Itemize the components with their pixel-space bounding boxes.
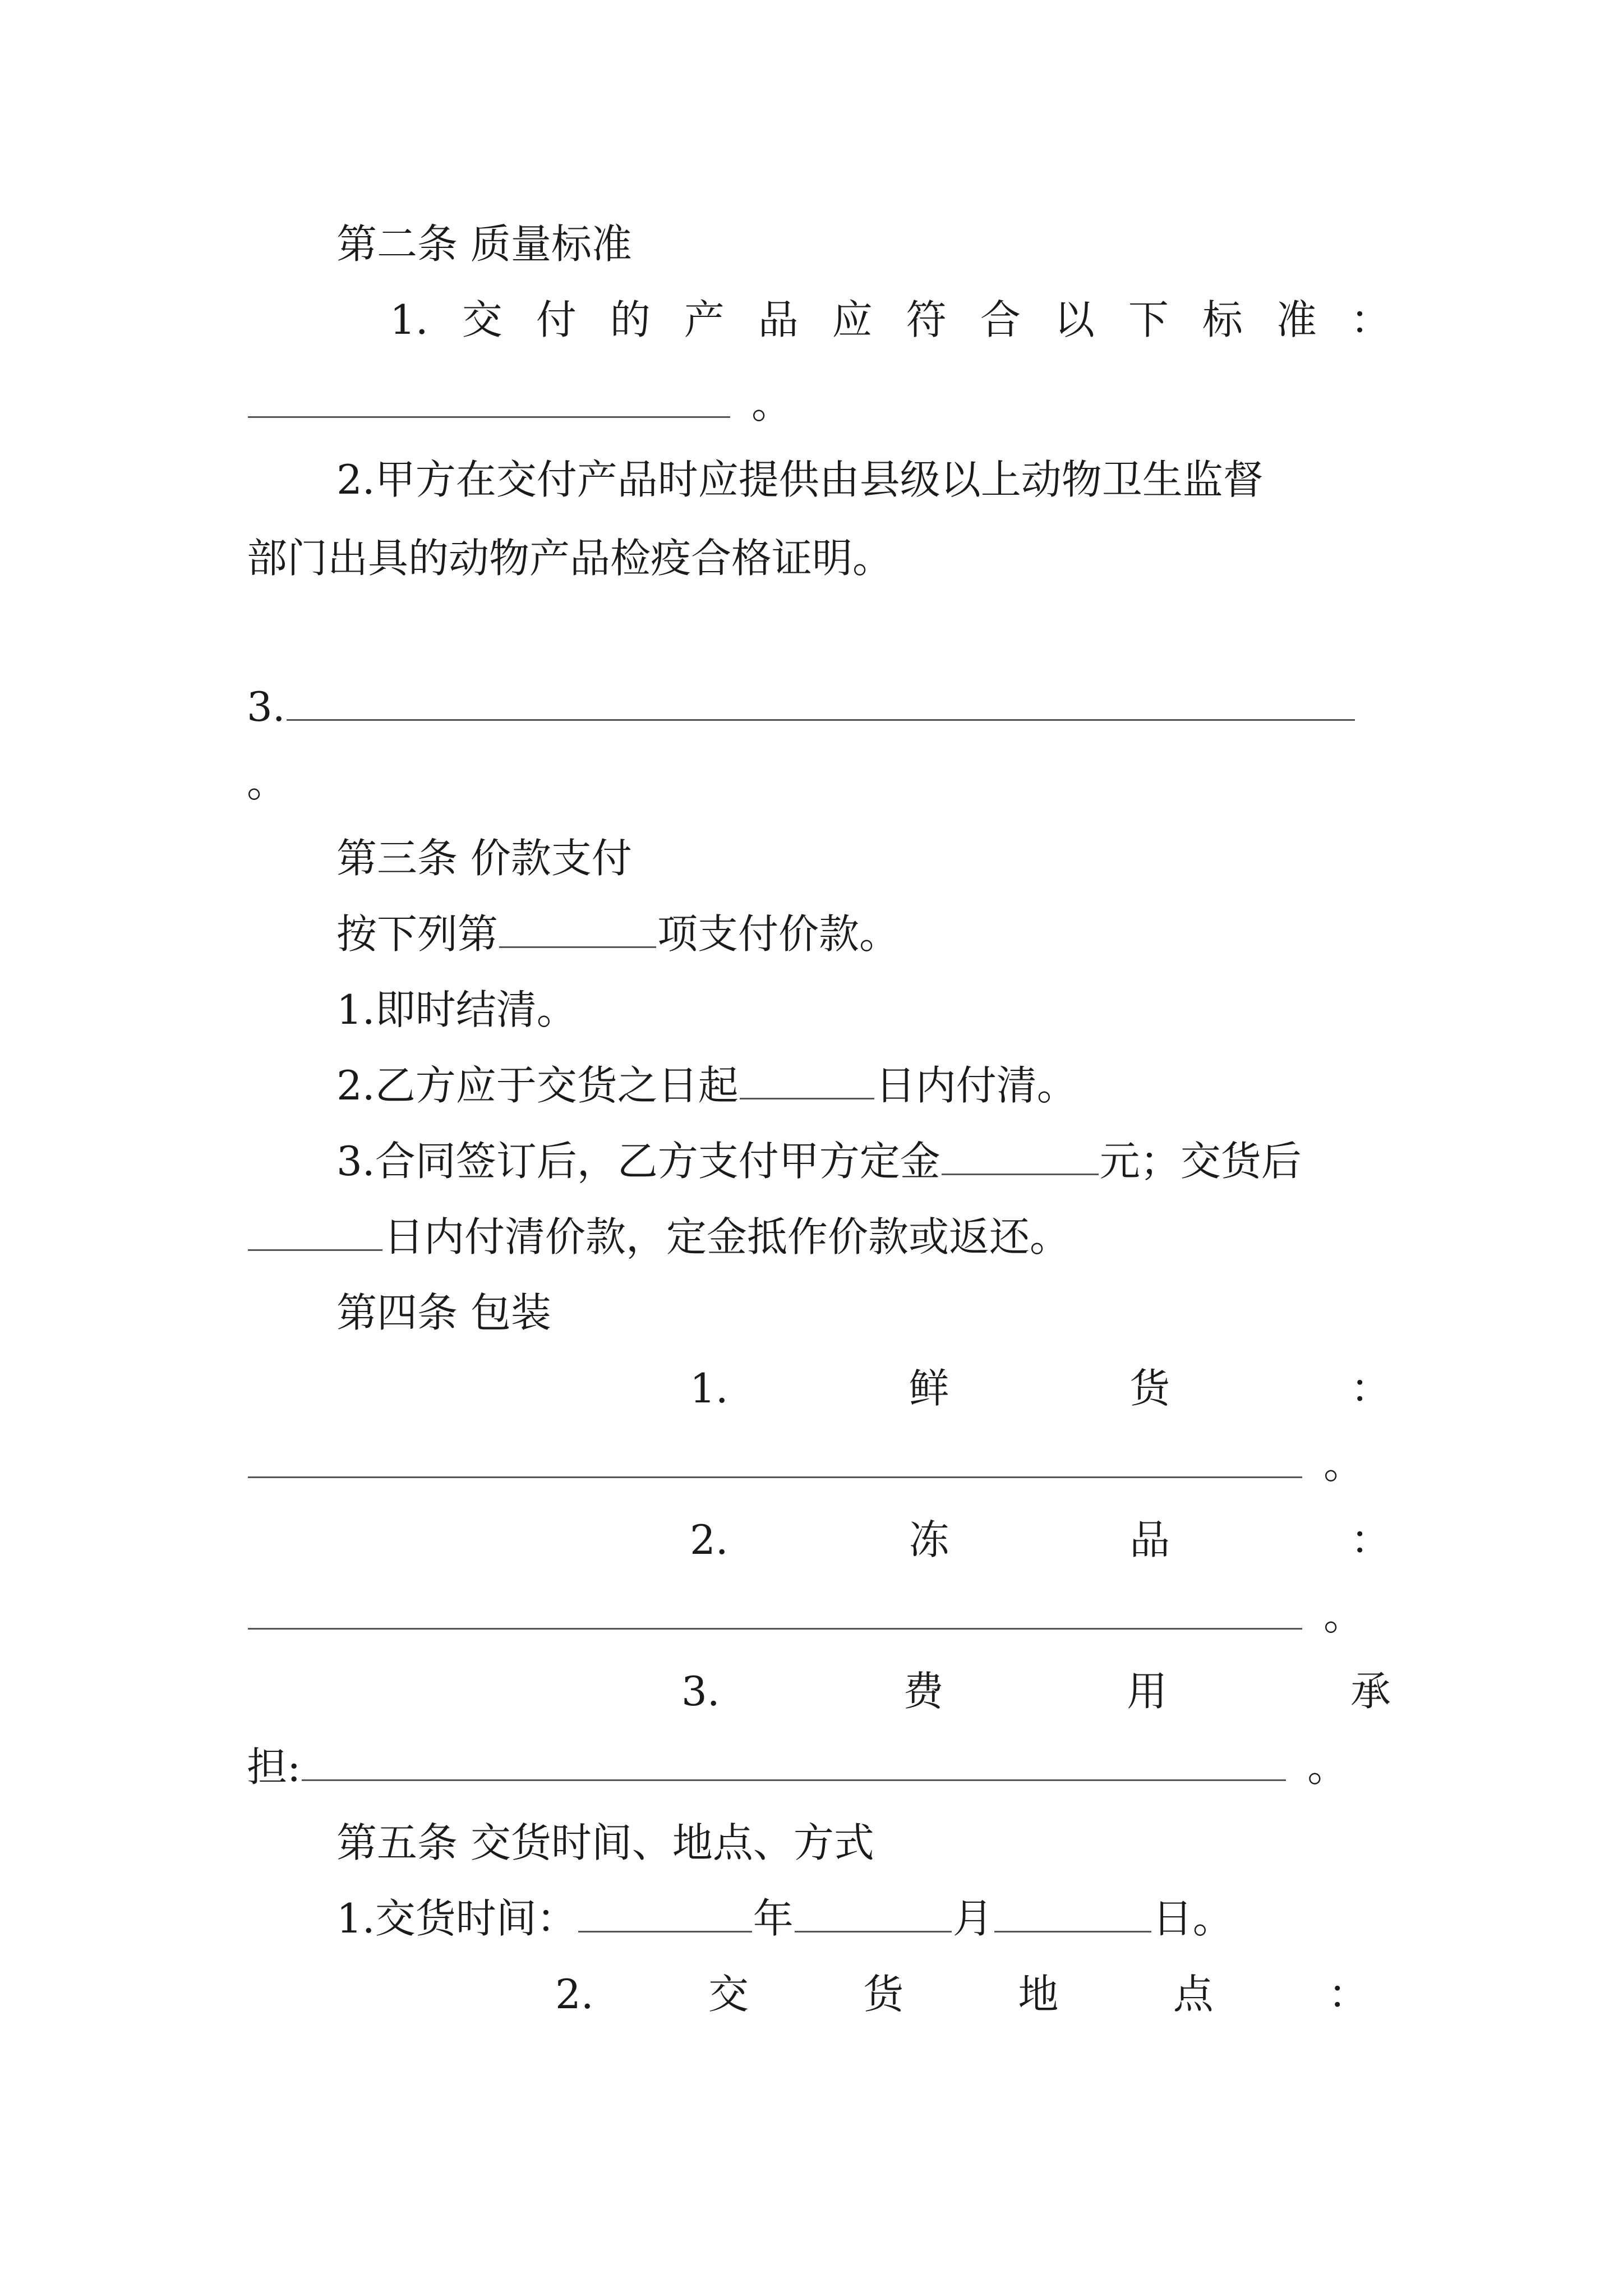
blank-field[interactable]	[248, 1588, 1302, 1630]
article5-item2: 2. 交 货 地 点 ：	[555, 1971, 1368, 2018]
blank-field[interactable]	[578, 1890, 752, 1932]
article3-option1: 1.即时结清。	[336, 986, 577, 1033]
blank-field[interactable]	[740, 1057, 874, 1099]
article3-heading: 第三条 价款支付	[336, 835, 632, 882]
blank-field[interactable]	[302, 1739, 1286, 1781]
article4-heading: 第四条 包装	[336, 1289, 551, 1336]
article2-heading: 第二条 质量标准	[336, 220, 632, 268]
article4-item1-blank-line: 。	[247, 1428, 1391, 1501]
blank-field[interactable]	[287, 679, 1355, 721]
article4-item2: 2. 冻 品 ：	[690, 1516, 1391, 1563]
article2-item2-line2: 部门出具的动物产品检疫合格证明。	[247, 535, 893, 582]
article5-heading: 第五条 交货时间、地点、方式	[336, 1819, 874, 1866]
article3-intro: 按下列第 项支付价款。	[336, 898, 1481, 970]
article5-time: 1.交货时间： 年 月 日。	[336, 1882, 1481, 1955]
article4-item3-line2: 担: 。	[247, 1731, 1391, 1803]
blank-field[interactable]	[248, 376, 730, 418]
article4-item1: 1. 鲜 货 ：	[690, 1365, 1391, 1412]
blank-field[interactable]	[499, 906, 656, 948]
article3-option2: 2.乙方应于交货之日起 日内付清。	[336, 1049, 1481, 1122]
article4-item3: 3. 费 用 承	[681, 1668, 1391, 1715]
article2-item1-blank-line: 。	[247, 367, 1391, 440]
blank-field[interactable]	[994, 1890, 1151, 1932]
blank-field[interactable]	[248, 1209, 382, 1251]
article2-item3: 3.	[247, 670, 1391, 743]
article2-item3-end: 。	[247, 759, 288, 806]
article2-item1: 1. 交 付 的 产 品 应 符 合 以 下 标 准 ：	[390, 296, 1391, 343]
article4-item2-blank-line: 。	[247, 1579, 1391, 1652]
article3-option3-line1: 3.合同签订后，乙方支付甲方定金 元；交货后	[336, 1125, 1481, 1198]
blank-field[interactable]	[248, 1436, 1302, 1478]
blank-field[interactable]	[795, 1890, 952, 1932]
article2-item2-line1: 2.甲方在交付产品时应提供由县级以上动物卫生监督	[336, 456, 1264, 503]
article3-option3-line2: 日内付清价款，定金抵作价款或返还。	[247, 1200, 1391, 1273]
blank-field[interactable]	[942, 1133, 1099, 1175]
